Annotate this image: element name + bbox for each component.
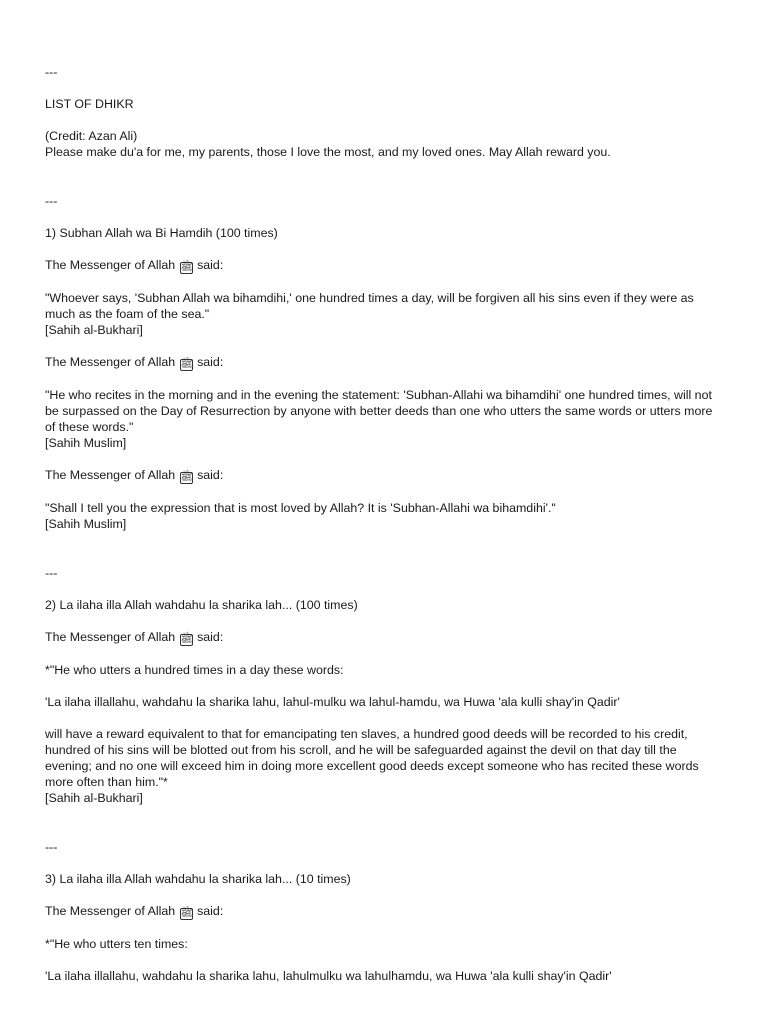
section-2-heading: 2) La ilaha illa Allah wahdahu la sharika lah... (100 times) bbox=[45, 598, 358, 612]
messenger-said: The Messenger of Allah ﷺ said: bbox=[45, 468, 224, 483]
saw-symbol: ﷺ bbox=[180, 359, 193, 370]
saw-symbol: ﷺ bbox=[180, 908, 193, 919]
section-3-heading: 3) La ilaha illa Allah wahdahu la sharika lah... (10 times) bbox=[45, 872, 351, 886]
saw-symbol: ﷺ bbox=[180, 262, 193, 273]
hadith-text: "Shall I tell you the expression that is most loved by Allah? It is 'Subhan-Allahi wa bihamdihi'." bbox=[45, 501, 556, 515]
separator: --- bbox=[45, 194, 58, 208]
section-1-heading: 1) Subhan Allah wa Bi Hamdih (100 times) bbox=[45, 226, 278, 240]
messenger-said: The Messenger of Allah ﷺ said: bbox=[45, 904, 224, 919]
separator: --- bbox=[45, 65, 58, 79]
hadith-text: "Whoever says, 'Subhan Allah wa bihamdihi,' one hundred times a day, will be forgiven all his sins even if they were as much as the foam of the sea." bbox=[45, 291, 694, 321]
dhikr-text: 'La ilaha illallahu, wahdahu la sharika lahu, lahulmulku wa lahulhamdu, wa Huwa 'ala kulli shay'in Qadir' bbox=[45, 969, 612, 983]
hadith-text: will have a reward equivalent to that for emancipating ten slaves, a hundred good deeds will be recorded to his credit, hundred of his sins will be blotted out from his scroll, and he will be safeguarded against the devil on that day till the evening; and no one will exceed him in doing more excellent good deeds except someone who has recited these words more often than him."* bbox=[45, 727, 699, 789]
saw-symbol: ﷺ bbox=[180, 472, 193, 483]
dua-request: Please make du'a for me, my parents, those I love the most, and my loved ones. May Allah reward you. bbox=[45, 145, 611, 159]
dhikr-text: 'La ilaha illallahu, wahdahu la sharika lahu, lahul-mulku wa lahul-hamdu, wa Huwa 'ala kulli shay'in Qadir' bbox=[45, 695, 620, 709]
document-title: LIST OF DHIKR bbox=[45, 97, 134, 111]
hadith-intro: *"He who utters a hundred times in a day these words: bbox=[45, 663, 344, 677]
separator: --- bbox=[45, 840, 58, 854]
hadith-source: [Sahih Muslim] bbox=[45, 436, 127, 450]
credit-line: (Credit: Azan Ali) bbox=[45, 129, 138, 143]
messenger-said: The Messenger of Allah ﷺ said: bbox=[45, 258, 224, 273]
messenger-said: The Messenger of Allah ﷺ said: bbox=[45, 630, 224, 645]
saw-symbol: ﷺ bbox=[180, 634, 193, 645]
hadith-intro: *"He who utters ten times: bbox=[45, 937, 188, 951]
hadith-source: [Sahih Muslim] bbox=[45, 517, 127, 531]
hadith-source: [Sahih al-Bukhari] bbox=[45, 323, 143, 337]
hadith-text: "He who recites in the morning and in the evening the statement: 'Subhan-Allahi wa bihamdihi' one hundred times, will not be surpassed on the Day of Resurrection by anyone with better deeds than one who utters the same words or utters more of these words." bbox=[45, 388, 713, 434]
hadith-source: [Sahih al-Bukhari] bbox=[45, 791, 143, 805]
messenger-said: The Messenger of Allah ﷺ said: bbox=[45, 355, 224, 370]
document-page bbox=[45, 64, 725, 984]
separator: --- bbox=[45, 566, 58, 580]
